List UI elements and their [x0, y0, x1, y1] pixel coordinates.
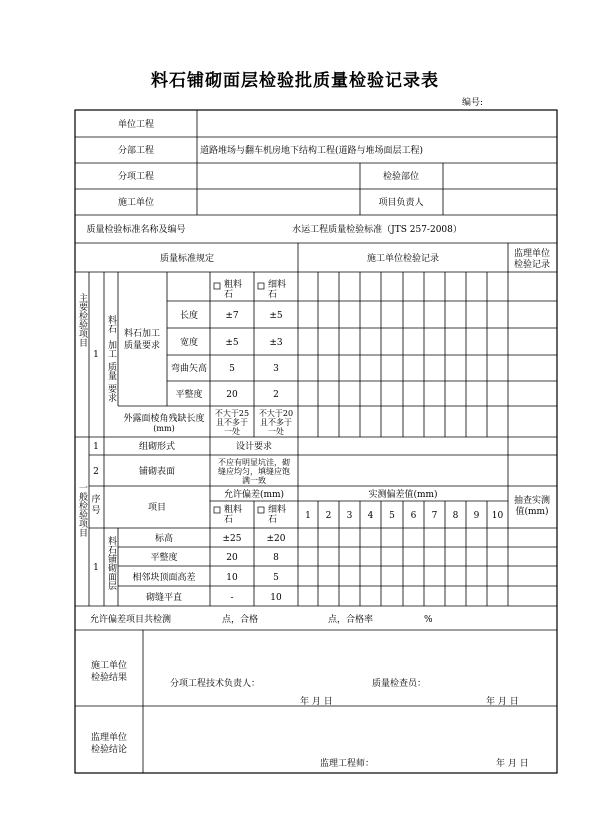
general-fine-label-2: 石: [268, 515, 278, 525]
general-group-name: 料石铺砌面层: [106, 536, 116, 590]
general-r2-req-2: 缝应均匀，填缝应饱: [218, 467, 290, 476]
defect-coarse-2: 且不多于: [216, 418, 248, 427]
general-r1-no: 1: [93, 442, 99, 452]
seq-label-2: 号: [91, 506, 101, 516]
summary-pct: %: [424, 615, 433, 625]
general-r2-req-1: 不应有明显坑洼，砌: [218, 458, 290, 467]
main-row-fine: 3: [273, 364, 279, 374]
general-row-fine: 8: [273, 553, 279, 563]
main-fine-label-1: 细料: [268, 280, 287, 290]
measure-col-header: 10: [491, 511, 504, 521]
main-row-fine: 2: [273, 390, 279, 400]
supervise-conclusion-label-1: 监理单位: [90, 733, 128, 743]
general-row-name: 标高: [154, 534, 174, 544]
division-project-value: 道路堆场与翻车机房地下结构工程(道路与堆场面层工程): [200, 146, 424, 156]
project-leader-label: 项目负责人: [378, 198, 424, 208]
serial-label: 编号:: [462, 98, 484, 108]
general-r2-req-3: 满一致: [242, 476, 266, 485]
general-row-coarse: -: [230, 593, 234, 603]
general-coarse-label-1: 粗料: [224, 505, 243, 515]
main-row-fine: ±3: [269, 338, 283, 348]
main-coarse-label-1: 粗料: [224, 280, 243, 290]
main-item-group-1: 料石加工: [123, 329, 161, 339]
main-row-coarse: 20: [226, 390, 238, 400]
measure-col-header: 4: [367, 511, 374, 521]
measure-col-header: 1: [305, 511, 311, 521]
unit-project-label: 单位工程: [117, 120, 155, 130]
item-label: 项目: [147, 503, 167, 513]
inspect-part-label: 检验部位: [382, 172, 420, 182]
engineer-label: 监理工程师：: [320, 759, 375, 769]
general-row-name: 砌缝平直: [145, 593, 183, 603]
construct-result-label-1: 施工单位: [90, 661, 128, 671]
general-coarse-label-2: 石: [224, 515, 234, 525]
defect-name-1: 外露面棱角残缺长度: [123, 414, 205, 424]
defect-fine-2: 且不多于: [260, 418, 292, 427]
supervise-record-head-1: 监理单位: [513, 249, 551, 259]
general-fine-label-1: 细料: [268, 505, 287, 515]
measure-col-header: 3: [346, 511, 353, 521]
general-r1-requirement: 设计要求: [235, 442, 273, 452]
general-row-coarse: 10: [226, 573, 238, 583]
supervise-conclusion-label-2: 检验结论: [90, 745, 128, 755]
main-item-group-vertical-3: 质量: [106, 362, 116, 380]
main-row-coarse: ±5: [225, 338, 239, 348]
main-fine-label-2: 石: [268, 290, 278, 300]
defect-fine-1: 不大于20: [258, 409, 294, 418]
measure-col-header: 9: [473, 511, 480, 521]
seq-label-1: 序: [91, 495, 101, 505]
main-row-name: 弯曲矢高: [170, 364, 208, 374]
main-row-name: 平整度: [175, 390, 203, 400]
general-row-name: 相邻块顶面高差: [132, 573, 196, 583]
main-row-name: 宽度: [179, 338, 199, 348]
general-r2-no: 2: [93, 467, 99, 477]
spot-value-label-2: 值(mm): [515, 507, 549, 517]
main-item-no: 1: [93, 350, 99, 360]
defect-coarse-1: 不大于25: [214, 409, 250, 418]
measure-col-header: 2: [325, 511, 332, 521]
measure-col-header: 6: [410, 511, 417, 521]
measure-deviation-label: 实测偏差值(mm): [368, 490, 438, 500]
general-group-no: 1: [93, 563, 99, 573]
quality-standard-head: 质量标准规定: [159, 254, 215, 264]
main-item-group-vertical: 料石: [106, 315, 116, 333]
construct-record-head: 施工单位检验记录: [366, 254, 440, 264]
construct-unit-label: 施工单位: [117, 198, 155, 208]
main-coarse-label-2: 石: [224, 290, 234, 300]
date-2: 年 月 日: [486, 697, 519, 707]
measure-col-header: 7: [431, 511, 438, 521]
defect-fine-3: 一处: [268, 427, 284, 436]
summary-pts: 点，合格: [222, 615, 259, 625]
spot-value-label-1: 抽查实测: [513, 496, 551, 506]
quality-inspector-label: 质量检查员：: [372, 679, 427, 689]
tech-leader-label: 分项工程技术负责人：: [170, 679, 261, 689]
measure-col-header: 5: [389, 511, 395, 521]
main-section-label: 主要检验项目: [77, 293, 87, 347]
general-row-fine: ±20: [266, 534, 286, 544]
summary-prefix: 允许偏差项目共检测: [90, 615, 172, 625]
general-r2-name: 铺砌表面: [138, 467, 176, 477]
measure-col-header: 8: [452, 511, 459, 521]
main-row-coarse: 5: [229, 364, 235, 374]
general-row-coarse: 20: [226, 553, 238, 563]
general-r1-name: 组砌形式: [138, 442, 176, 452]
main-row-coarse: ±7: [225, 311, 239, 321]
main-item-group-vertical-4: 要求: [106, 384, 116, 402]
sub-project-label: 分项工程: [117, 172, 155, 182]
date-1: 年 月 日: [300, 697, 333, 707]
summary-rate: 点，合格率: [328, 615, 374, 625]
general-row-name: 平整度: [150, 553, 178, 563]
defect-coarse-3: 一处: [224, 427, 240, 436]
main-row-fine: ±5: [269, 311, 283, 321]
main-item-group-vertical-2: 加工: [106, 340, 116, 358]
supervise-record-head-2: 检验记录: [513, 260, 551, 270]
page-title: 料石铺砌面层检验批质量检验记录表: [151, 71, 439, 91]
general-section-label: 一般检验项目: [77, 483, 87, 537]
standard-name-label: 质量检验标准名称及编号: [86, 225, 186, 235]
general-row-fine: 5: [273, 573, 279, 583]
division-project-label: 分部工程: [117, 146, 155, 156]
allow-deviation-label: 允许偏差(mm): [223, 490, 285, 500]
standard-name-value: 水运工程质量检验标准（JTS 257-2008）: [292, 225, 462, 235]
main-row-name: 长度: [179, 311, 199, 321]
general-row-coarse: ±25: [222, 534, 242, 544]
main-item-group-2: 质量要求: [123, 341, 161, 351]
date-3: 年 月 日: [496, 759, 529, 769]
construct-result-label-2: 检验结果: [90, 673, 128, 683]
defect-name-2: (mm): [153, 424, 175, 433]
general-row-fine: 10: [270, 593, 282, 603]
